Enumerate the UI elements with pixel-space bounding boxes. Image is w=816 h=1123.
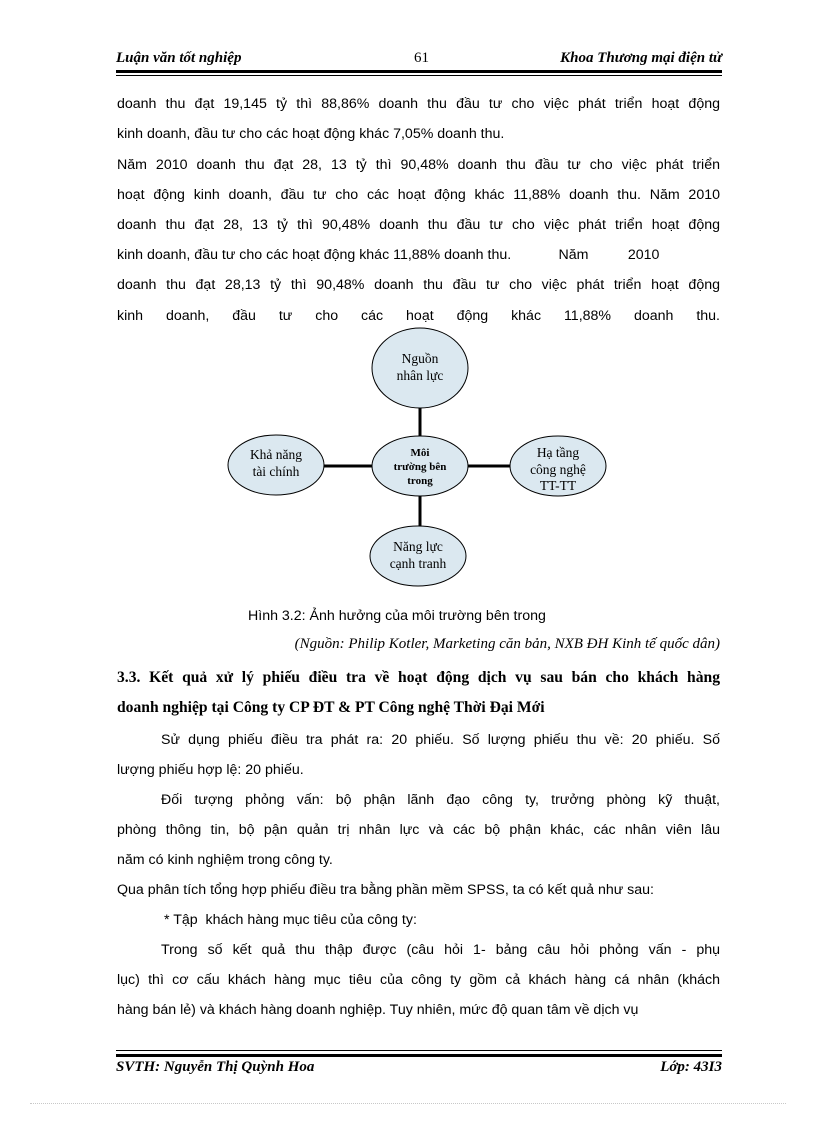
footer-student-name: SVTH: Nguyễn Thị Quỳnh Hoa <box>116 1059 315 1075</box>
body-line: kinh doanh, đầu tư cho các hoạt động khác 7,05% doanh thu. <box>117 126 505 142</box>
body-line: doanh thu đạt 28, 13 tỷ thì 90,48% doanh thu đầu tư cho việc phát triển hoạt động <box>117 217 720 233</box>
body-line: doanh thu đạt 19,145 tỷ thì 88,86% doanh thu đầu tư cho việc phát triển hoạt động <box>117 96 720 112</box>
page-bottom-border <box>30 1103 786 1104</box>
node-human-resources-line2: nhân lực <box>396 368 444 383</box>
node-human-resources-line1: Nguồn <box>401 351 439 366</box>
body-line: phòng thông tin, bộ pận quản trị nhân lực và các bộ phận khác, các nhân viên lâu <box>117 822 720 838</box>
node-internal-environment-line3: trong <box>407 475 433 487</box>
header-thesis-label: Luận văn tốt nghiệp <box>116 50 242 66</box>
bullet-item: * Tập khách hàng mục tiêu của công ty: <box>164 912 417 928</box>
header-faculty-label: Khoa Thương mại điện tử <box>560 50 722 66</box>
footer-rule-thin <box>116 1050 722 1051</box>
body-line: lục) thì cơ cấu khách hàng mục tiêu của công ty gồm cả khách hàng cá nhân (khách <box>117 972 720 988</box>
node-internal-environment-line2: trường bên <box>393 461 447 473</box>
body-line: Năm 2010 doanh thu đạt 28, 13 tỷ thì 90,48% doanh thu đầu tư cho việc phát triển <box>117 157 720 173</box>
node-it-infrastructure-line3: TT-TT <box>539 478 577 493</box>
node-it-infrastructure-line2: công nghệ <box>530 462 586 477</box>
body-line: doanh thu đạt 28,13 tỷ thì 90,48% doanh thu đầu tư cho việc phát triển hoạt động <box>117 277 720 293</box>
figure-caption: Hình 3.2: Ảnh hưởng của môi trường bên trong <box>248 608 546 624</box>
body-line: hoạt động kinh doanh, đầu tư cho các hoạt động khác 11,88% doanh thu. Năm 2010 <box>117 187 720 203</box>
node-it-infrastructure-line1: Hạ tầng <box>536 445 580 460</box>
body-line: Trong số kết quả thu thập được (câu hỏi 1- bảng câu hỏi phỏng vấn - phụ <box>161 942 720 958</box>
node-internal-environment-line1: Môi <box>410 447 430 459</box>
section-heading: 3.3. Kết quả xử lý phiếu điều tra về hoạt động dịch vụ sau bán cho khách hàng <box>117 669 720 686</box>
body-line: hàng bán lẻ) và khách hàng doanh nghiệp. Tuy nhiên, mức độ quan tâm về dịch vụ <box>117 1002 639 1018</box>
node-competitiveness-line1: Năng lực <box>393 539 443 554</box>
node-competitiveness-line2: cạnh tranh <box>389 556 447 571</box>
body-line: năm có kinh nghiệm trong công ty. <box>117 852 333 868</box>
node-financial-capacity-line2: tài chính <box>252 464 300 479</box>
body-line: Qua phân tích tổng hợp phiếu điều tra bằng phần mềm SPSS, ta có kết quả như sau: <box>117 882 654 898</box>
section-heading: doanh nghiệp tại Công ty CP ĐT & PT Công nghệ Thời Đại Mới <box>117 699 545 716</box>
body-line: lượng phiếu hợp lệ: 20 phiếu. <box>117 762 304 778</box>
page-number: 61 <box>414 50 429 66</box>
node-financial-capacity-line1: Khả năng <box>249 447 303 462</box>
body-line: Đối tượng phỏng vấn: bộ phận lãnh đạo công ty, trưởng phòng kỹ thuật, <box>161 792 720 808</box>
body-line: Sử dụng phiếu điều tra phát ra: 20 phiếu. Số lượng phiếu thu về: 20 phiếu. Số <box>161 732 720 748</box>
figure-source: (Nguồn: Philip Kotler, Marketing căn bản, NXB ĐH Kinh tế quốc dân) <box>294 636 720 652</box>
body-line: kinh doanh, đầu tư cho các hoạt động khác 11,88% doanh thu. <box>117 308 720 324</box>
page-footer <box>116 1057 722 1079</box>
footer-class: Lớp: 43I3 <box>660 1059 722 1075</box>
body-line: kinh doanh, đầu tư cho các hoạt động khác 11,88% doanh thu. Năm 2010 <box>117 247 660 263</box>
